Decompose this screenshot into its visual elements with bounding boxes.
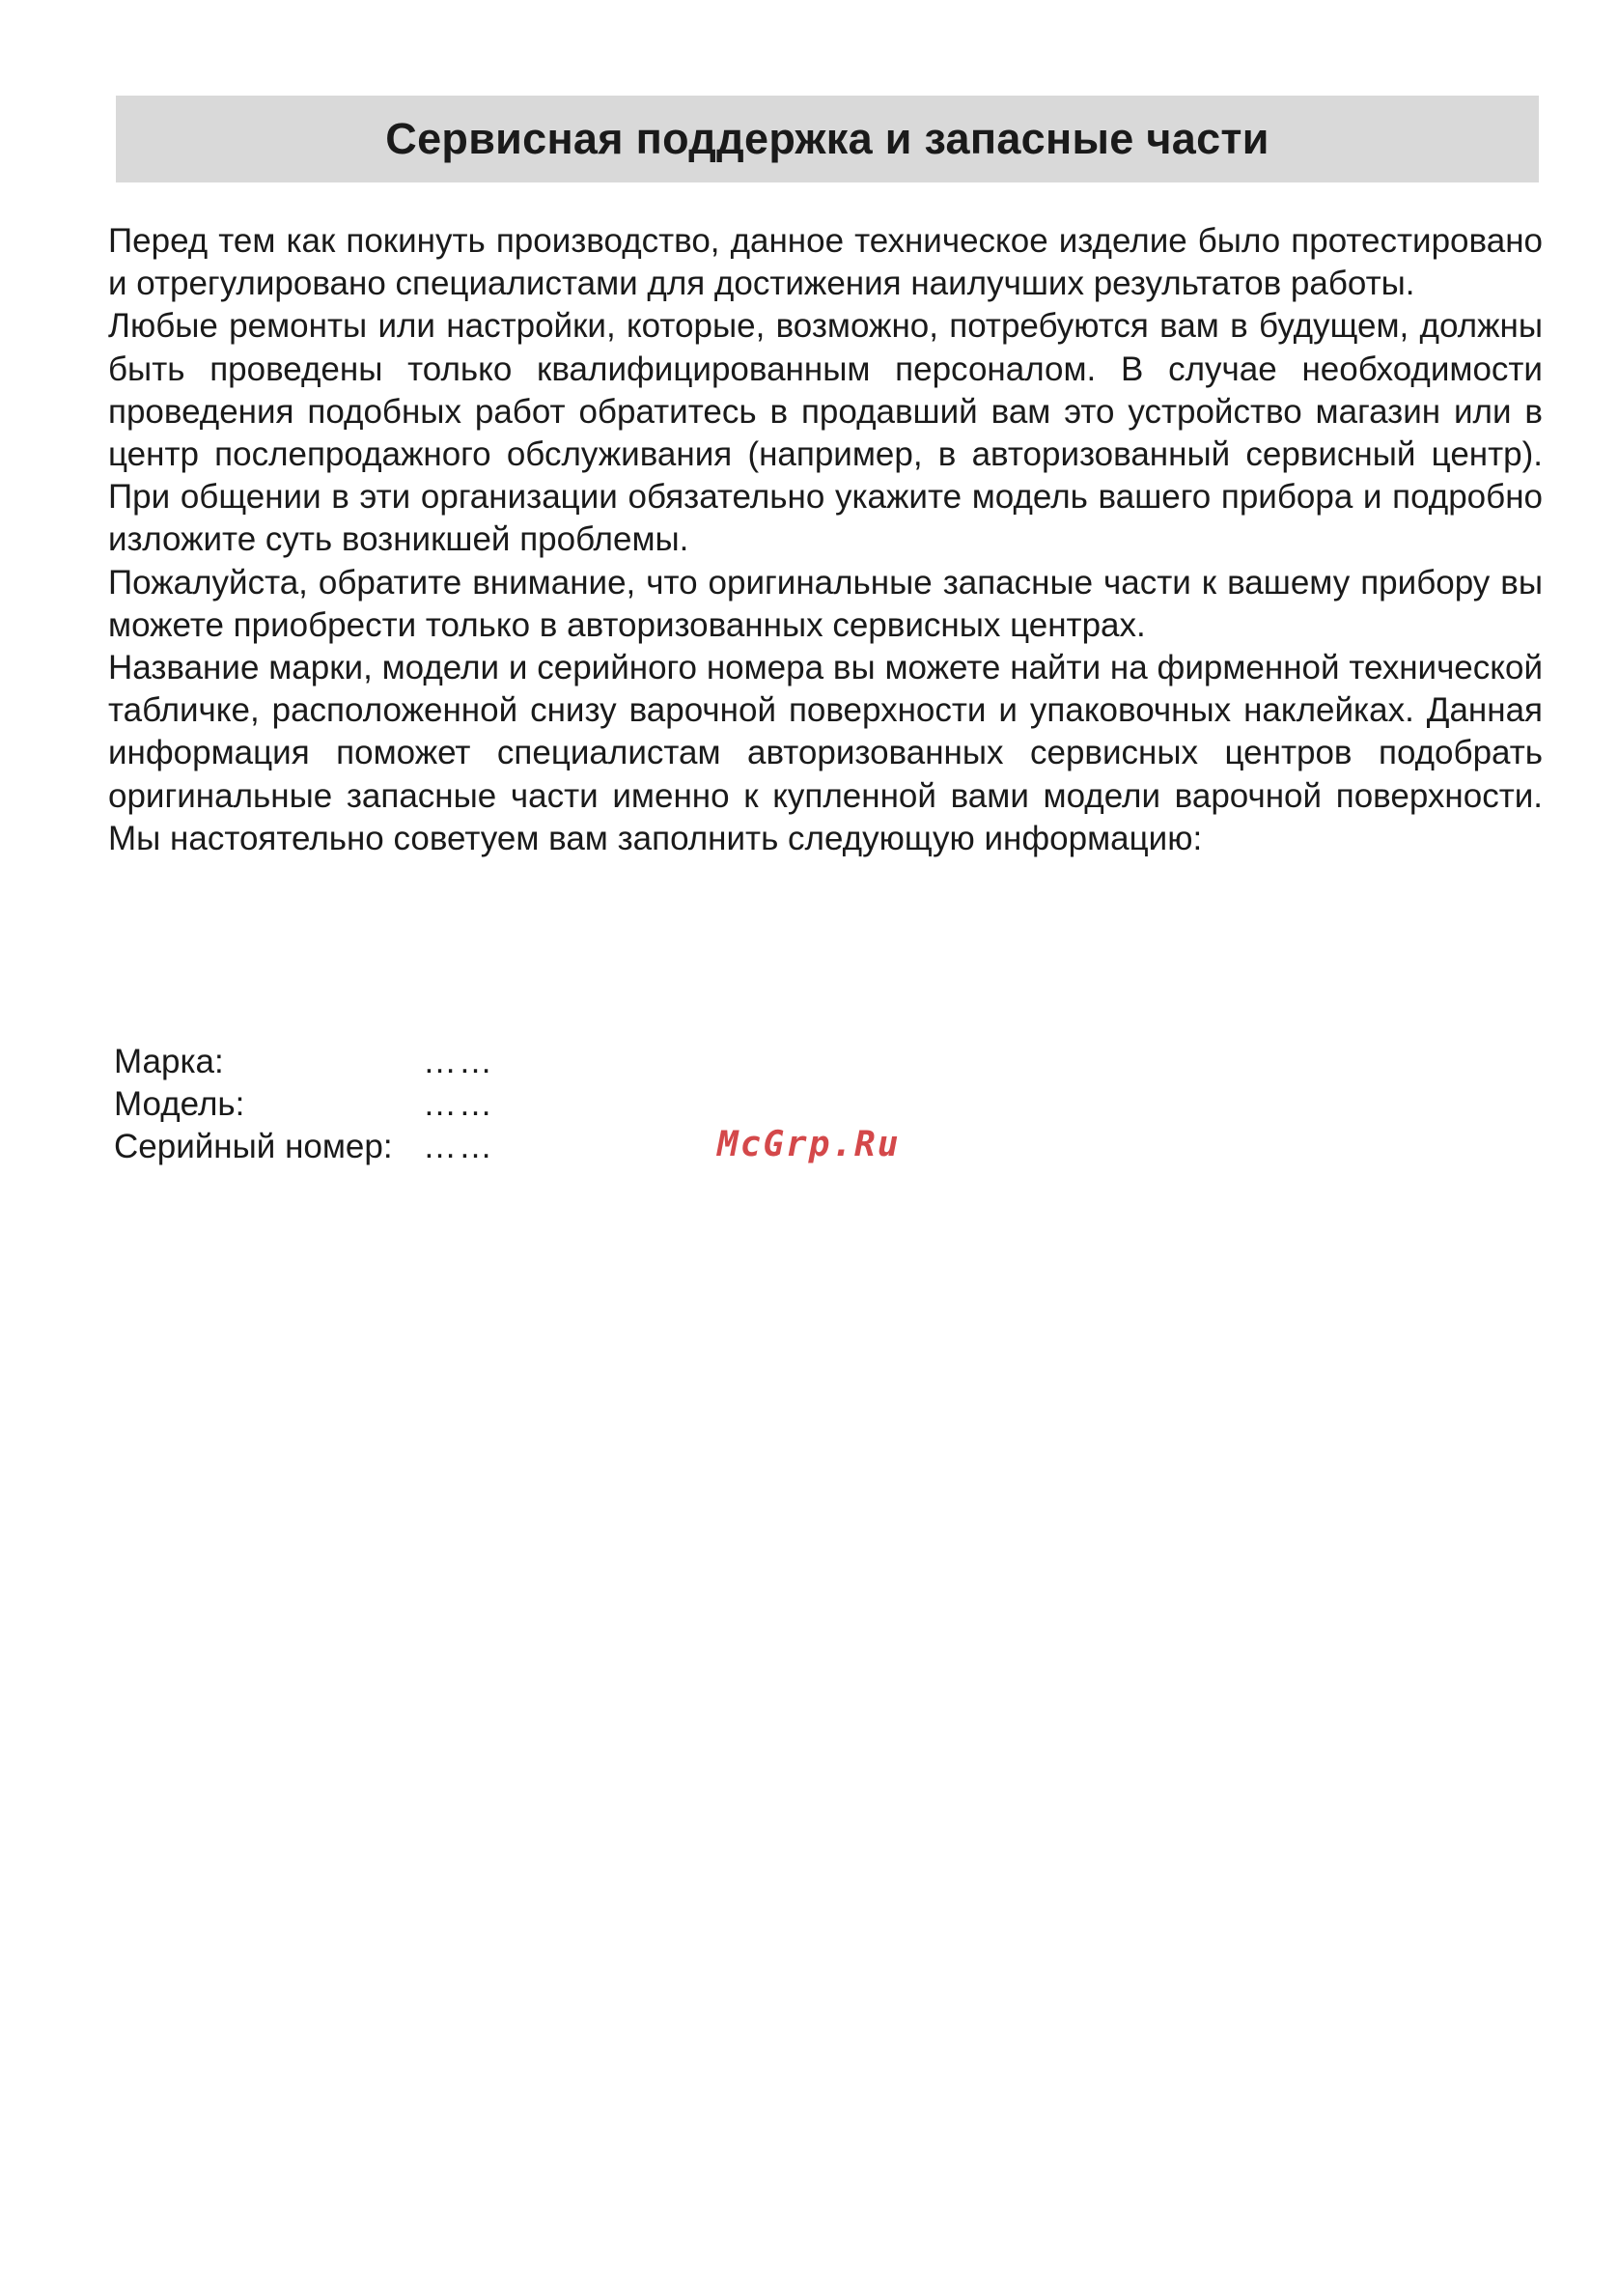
field-serial-value: …… bbox=[423, 1128, 494, 1165]
paragraph-model-info: Название марки, модели и серийного номера вы можете найти на фирменной технической табличке, расположенной снизу варочной поверхности и упаковочных наклейках. Данная информация поможет специалистам авторизованных сервисных центров подобрать оригинальные запасные части именно к купленной вами модели варочной поверхности. Мы настоятельно советуем вам заполнить следующую информацию: bbox=[108, 649, 1543, 857]
page-title: Сервисная поддержка и запасные части bbox=[385, 114, 1269, 163]
field-serial-label: Серийный номер: bbox=[114, 1128, 393, 1165]
paragraph-intro: Перед тем как покинуть производство, данное техническое изделие было протестировано и отрегулировано специалистами для достижения наилучших результатов работы. bbox=[108, 222, 1543, 303]
paragraph-spare-parts: Пожалуйста, обратите внимание, что оригинальные запасные части к вашему прибору вы можете приобрести только в авторизованных сервисных центрах. bbox=[108, 563, 1543, 644]
title-bar bbox=[116, 96, 1539, 182]
field-model-label: Модель: bbox=[114, 1085, 245, 1123]
paragraph-repairs: Любые ремонты или настройки, которые, возможно, потребуются вам в будущем, должны быть проведены только квалифицированным персоналом. В случае необходимости проведения подобных работ обратитесь в продавший вам это устройство магазин или в центр послепродажного обслуживания (например, в авторизованный сервисный центр). При общении в эти организации обязательно укажите модель вашего прибора и подробно изложите суть возникшей проблемы. bbox=[108, 307, 1543, 559]
field-brand bbox=[114, 1041, 494, 1083]
watermark: McGrp.Ru bbox=[717, 1125, 901, 1164]
field-brand-value: …… bbox=[423, 1043, 494, 1080]
field-serial bbox=[114, 1126, 494, 1168]
field-model bbox=[114, 1083, 494, 1126]
field-brand-label: Марка: bbox=[114, 1043, 224, 1080]
field-model-value: …… bbox=[423, 1085, 494, 1123]
body-text bbox=[108, 220, 1543, 860]
product-info-fields bbox=[114, 1041, 494, 1168]
